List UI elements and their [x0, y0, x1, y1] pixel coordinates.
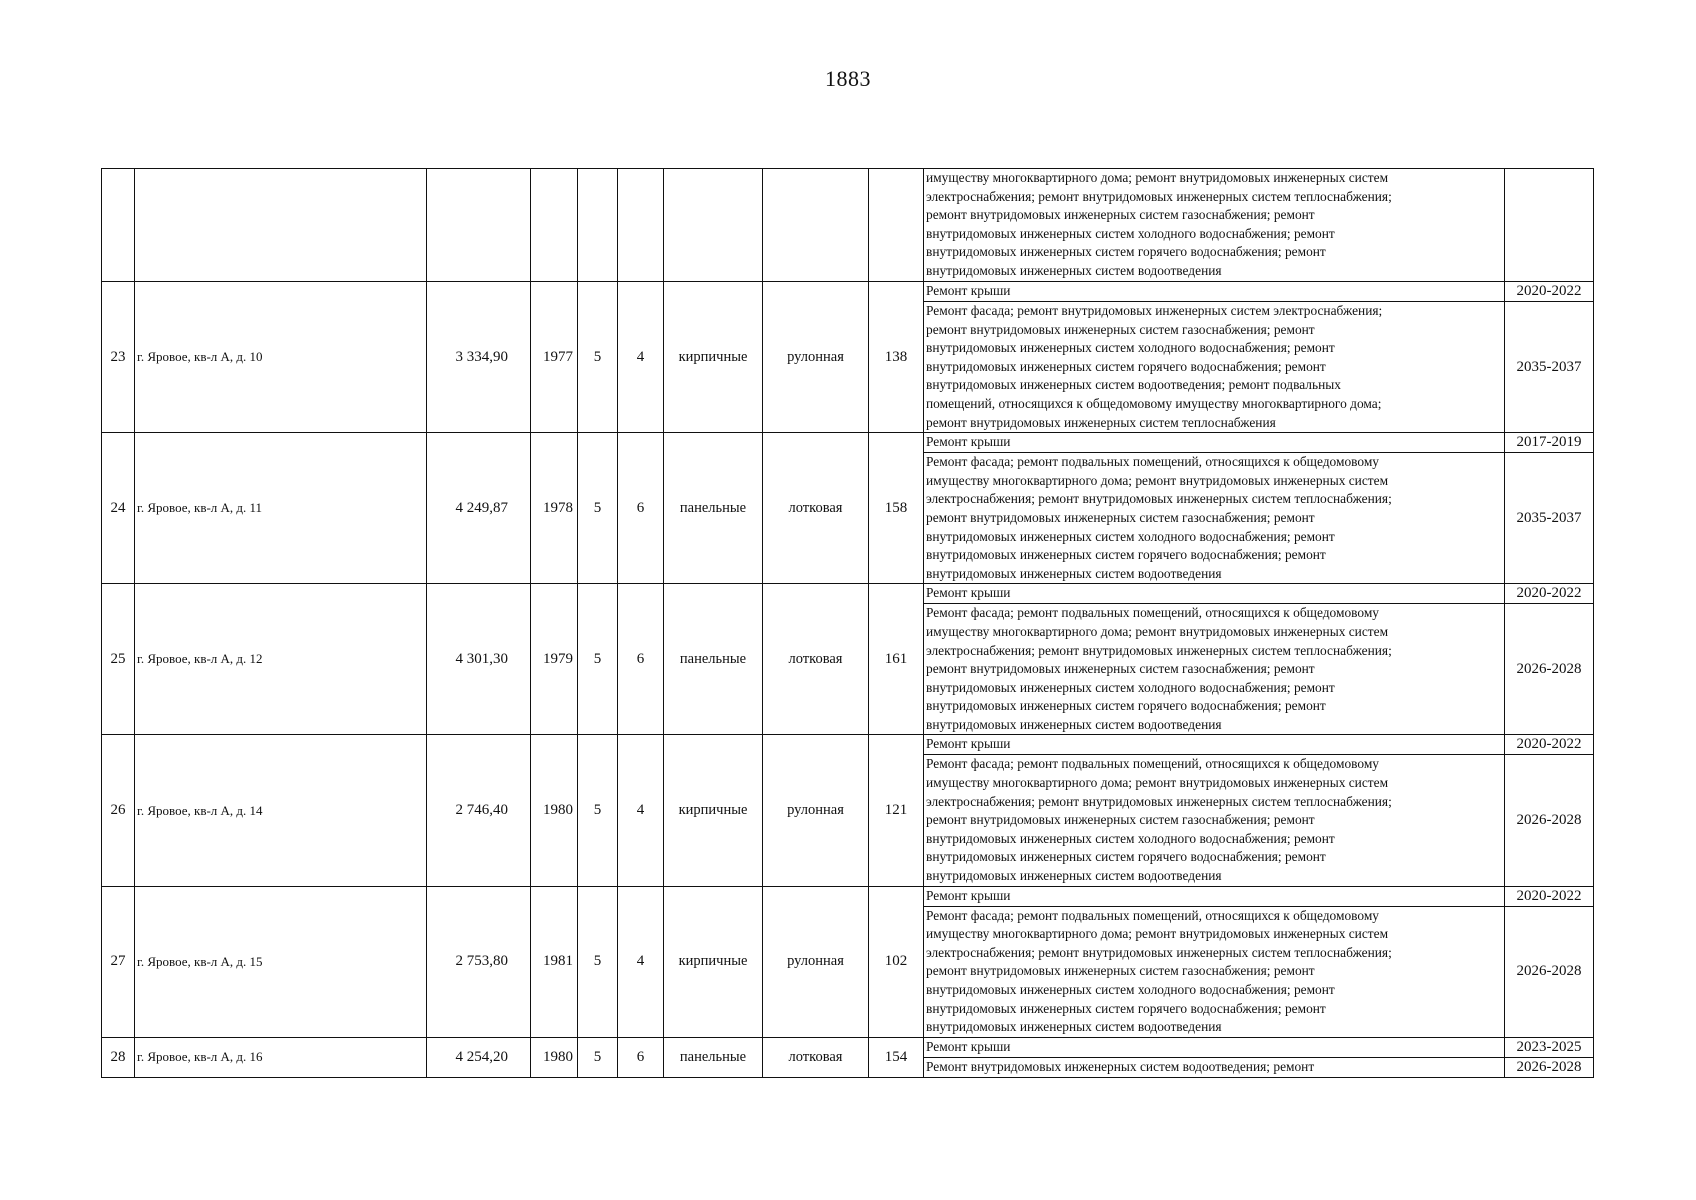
row-number: 28 — [102, 1037, 135, 1077]
empty-cell — [664, 169, 763, 282]
wall-material: кирпичные — [664, 886, 763, 1037]
residents: 102 — [869, 886, 924, 1037]
work-description — [924, 755, 1505, 886]
work-line: помещений, относящихся к общедомовому имуществу многоквартирного дома; — [926, 395, 1382, 411]
work-line: внутридомовых инженерных систем водоотведения — [926, 716, 1222, 732]
work-description — [924, 282, 1505, 302]
row-number: 26 — [102, 735, 135, 886]
address: г. Яровое, кв-л А, д. 14 — [135, 735, 427, 886]
work-line: ремонт внутридомовых инженерных систем газоснабжения; ремонт — [926, 963, 1315, 979]
work-period: 2035-2037 — [1505, 302, 1594, 433]
work-line: внутридомовых инженерных систем водоотведения — [926, 262, 1222, 278]
continuation-row — [102, 169, 1594, 282]
work-description — [924, 453, 1505, 584]
work-line: электроснабжения; ремонт внутридомовых инженерных систем теплоснабжения; — [926, 944, 1392, 960]
roof-type: лотковая — [763, 433, 869, 584]
work-line: электроснабжения; ремонт внутридомовых инженерных систем теплоснабжения; — [926, 642, 1392, 658]
row-number: 24 — [102, 433, 135, 584]
work-description — [924, 302, 1505, 433]
work-period — [1505, 169, 1594, 282]
work-description — [924, 584, 1505, 604]
work-line: внутридомовых инженерных систем холодного водоснабжения; ремонт — [926, 830, 1335, 846]
work-line: Ремонт внутридомовых инженерных систем водоотведения; ремонт — [926, 1058, 1315, 1074]
work-line: внутридомовых инженерных систем горячего водоснабжения; ремонт — [926, 849, 1326, 865]
work-period: 2023-2025 — [1505, 1037, 1594, 1057]
wall-material: панельные — [664, 433, 763, 584]
row-number: 23 — [102, 282, 135, 433]
work-line: ремонт внутридомовых инженерных систем газоснабжения; ремонт — [926, 509, 1315, 525]
work-description — [924, 906, 1505, 1037]
address: г. Яровое, кв-л А, д. 12 — [135, 584, 427, 735]
work-line: ремонт внутридомовых инженерных систем газоснабжения; ремонт — [926, 207, 1315, 223]
roof-type: рулонная — [763, 886, 869, 1037]
residents: 161 — [869, 584, 924, 735]
work-period: 2026-2028 — [1505, 604, 1594, 735]
address: г. Яровое, кв-л А, д. 10 — [135, 282, 427, 433]
work-line: ремонт внутридомовых инженерных систем газоснабжения; ремонт — [926, 812, 1315, 828]
table-row — [102, 282, 1594, 302]
work-period: 2020-2022 — [1505, 735, 1594, 755]
build-year: 1981 — [531, 886, 578, 1037]
empty-cell — [618, 169, 664, 282]
floors: 5 — [578, 886, 618, 1037]
work-line: Ремонт крыши — [926, 1038, 1011, 1054]
roof-type: рулонная — [763, 282, 869, 433]
residents: 154 — [869, 1037, 924, 1077]
work-line: внутридомовых инженерных систем водоотведения — [926, 565, 1222, 581]
work-line: Ремонт крыши — [926, 887, 1011, 903]
total-area: 4 301,30 — [427, 584, 531, 735]
work-period: 2035-2037 — [1505, 453, 1594, 584]
total-area: 3 334,90 — [427, 282, 531, 433]
table-body — [102, 169, 1594, 1078]
empty-cell — [578, 169, 618, 282]
address: г. Яровое, кв-л А, д. 15 — [135, 886, 427, 1037]
entrances: 4 — [618, 282, 664, 433]
housing-repair-table — [101, 168, 1594, 1078]
work-period: 2017-2019 — [1505, 433, 1594, 453]
floors: 5 — [578, 584, 618, 735]
wall-material: кирпичные — [664, 735, 763, 886]
empty-cell — [135, 169, 427, 282]
work-period: 2020-2022 — [1505, 282, 1594, 302]
row-number: 27 — [102, 886, 135, 1037]
work-line: Ремонт крыши — [926, 434, 1011, 450]
row-number: 25 — [102, 584, 135, 735]
work-line: Ремонт фасада; ремонт подвальных помещений, относящихся к общедомовому — [926, 756, 1379, 772]
build-year: 1978 — [531, 433, 578, 584]
address: г. Яровое, кв-л А, д. 11 — [135, 433, 427, 584]
work-line: внутридомовых инженерных систем холодного водоснабжения; ремонт — [926, 340, 1335, 356]
work-description — [924, 735, 1505, 755]
work-description — [924, 1057, 1505, 1077]
entrances: 4 — [618, 886, 664, 1037]
work-line: имуществу многоквартирного дома; ремонт внутридомовых инженерных систем — [926, 926, 1389, 942]
work-line: внутридомовых инженерных систем горячего водоснабжения; ремонт — [926, 244, 1326, 260]
empty-cell — [763, 169, 869, 282]
work-line: имуществу многоквартирного дома; ремонт внутридомовых инженерных систем — [926, 472, 1389, 488]
work-line: внутридомовых инженерных систем водоотведения — [926, 1019, 1222, 1035]
work-line: внутридомовых инженерных систем горячего водоснабжения; ремонт — [926, 547, 1326, 563]
page-number: 1883 — [825, 66, 871, 91]
table-row — [102, 433, 1594, 453]
work-line: Ремонт фасада; ремонт внутридомовых инженерных систем электроснабжения; — [926, 303, 1383, 318]
total-area: 2 746,40 — [427, 735, 531, 886]
work-line: внутридомовых инженерных систем горячего водоснабжения; ремонт — [926, 1000, 1326, 1016]
entrances: 6 — [618, 1037, 664, 1077]
work-period: 2020-2022 — [1505, 886, 1594, 906]
residents: 121 — [869, 735, 924, 886]
work-line: внутридомовых инженерных систем водоотведения — [926, 868, 1222, 884]
build-year: 1979 — [531, 584, 578, 735]
work-line: Ремонт фасада; ремонт подвальных помещений, относящихся к общедомовому — [926, 605, 1379, 621]
work-period: 2026-2028 — [1505, 906, 1594, 1037]
entrances: 6 — [618, 584, 664, 735]
work-line: электроснабжения; ремонт внутридомовых инженерных систем теплоснабжения; — [926, 793, 1392, 809]
work-line: имуществу многоквартирного дома; ремонт внутридомовых инженерных систем — [926, 170, 1389, 185]
floors: 5 — [578, 282, 618, 433]
work-line: ремонт внутридомовых инженерных систем теплоснабжения — [926, 414, 1276, 430]
work-description — [924, 1037, 1505, 1057]
entrances: 4 — [618, 735, 664, 886]
work-line: Ремонт крыши — [926, 585, 1011, 601]
work-line: ремонт внутридомовых инженерных систем газоснабжения; ремонт — [926, 661, 1315, 677]
table-row — [102, 886, 1594, 906]
work-description — [924, 604, 1505, 735]
build-year: 1980 — [531, 735, 578, 886]
work-line: имуществу многоквартирного дома; ремонт внутридомовых инженерных систем — [926, 623, 1389, 639]
wall-material: панельные — [664, 1037, 763, 1077]
work-line: Ремонт крыши — [926, 736, 1011, 752]
entrances: 6 — [618, 433, 664, 584]
floors: 5 — [578, 433, 618, 584]
empty-cell — [427, 169, 531, 282]
work-line: имуществу многоквартирного дома; ремонт внутридомовых инженерных систем — [926, 775, 1389, 791]
work-description — [924, 433, 1505, 453]
work-line: Ремонт фасада; ремонт подвальных помещений, относящихся к общедомовому — [926, 907, 1379, 923]
table-row — [102, 584, 1594, 604]
wall-material: кирпичные — [664, 282, 763, 433]
roof-type: лотковая — [763, 584, 869, 735]
roof-type: рулонная — [763, 735, 869, 886]
work-period: 2026-2028 — [1505, 755, 1594, 886]
empty-cell — [102, 169, 135, 282]
address: г. Яровое, кв-л А, д. 16 — [135, 1037, 427, 1077]
work-description — [924, 169, 1505, 282]
floors: 5 — [578, 1037, 618, 1077]
work-line: Ремонт фасада; ремонт подвальных помещений, относящихся к общедомовому — [926, 454, 1379, 470]
work-period: 2026-2028 — [1505, 1057, 1594, 1077]
build-year: 1980 — [531, 1037, 578, 1077]
build-year: 1977 — [531, 282, 578, 433]
total-area: 4 249,87 — [427, 433, 531, 584]
residents: 138 — [869, 282, 924, 433]
work-line: ремонт внутридомовых инженерных систем газоснабжения; ремонт — [926, 321, 1315, 337]
wall-material: панельные — [664, 584, 763, 735]
work-line: внутридомовых инженерных систем холодного водоснабжения; ремонт — [926, 225, 1335, 241]
roof-type: лотковая — [763, 1037, 869, 1077]
work-period: 2020-2022 — [1505, 584, 1594, 604]
work-line: внутридомовых инженерных систем горячего водоснабжения; ремонт — [926, 358, 1326, 374]
total-area: 4 254,20 — [427, 1037, 531, 1077]
table-row — [102, 1037, 1594, 1057]
work-line: Ремонт крыши — [926, 283, 1011, 298]
table-row — [102, 735, 1594, 755]
work-line: внутридомовых инженерных систем холодного водоснабжения; ремонт — [926, 982, 1335, 997]
total-area: 2 753,80 — [427, 886, 531, 1037]
residents: 158 — [869, 433, 924, 584]
empty-cell — [531, 169, 578, 282]
work-line: внутридомовых инженерных систем холодного водоснабжения; ремонт — [926, 679, 1335, 695]
work-line: внутридомовых инженерных систем водоотведения; ремонт подвальных — [926, 377, 1341, 393]
floors: 5 — [578, 735, 618, 886]
work-line: внутридомовых инженерных систем горячего водоснабжения; ремонт — [926, 698, 1326, 714]
housing-table-wrapper — [101, 168, 1594, 1078]
work-line: внутридомовых инженерных систем холодного водоснабжения; ремонт — [926, 528, 1335, 544]
work-line: электроснабжения; ремонт внутридомовых инженерных систем теплоснабжения; — [926, 491, 1392, 507]
work-description — [924, 886, 1505, 906]
empty-cell — [869, 169, 924, 282]
work-line: электроснабжения; ремонт внутридомовых инженерных систем теплоснабжения; — [926, 188, 1392, 204]
